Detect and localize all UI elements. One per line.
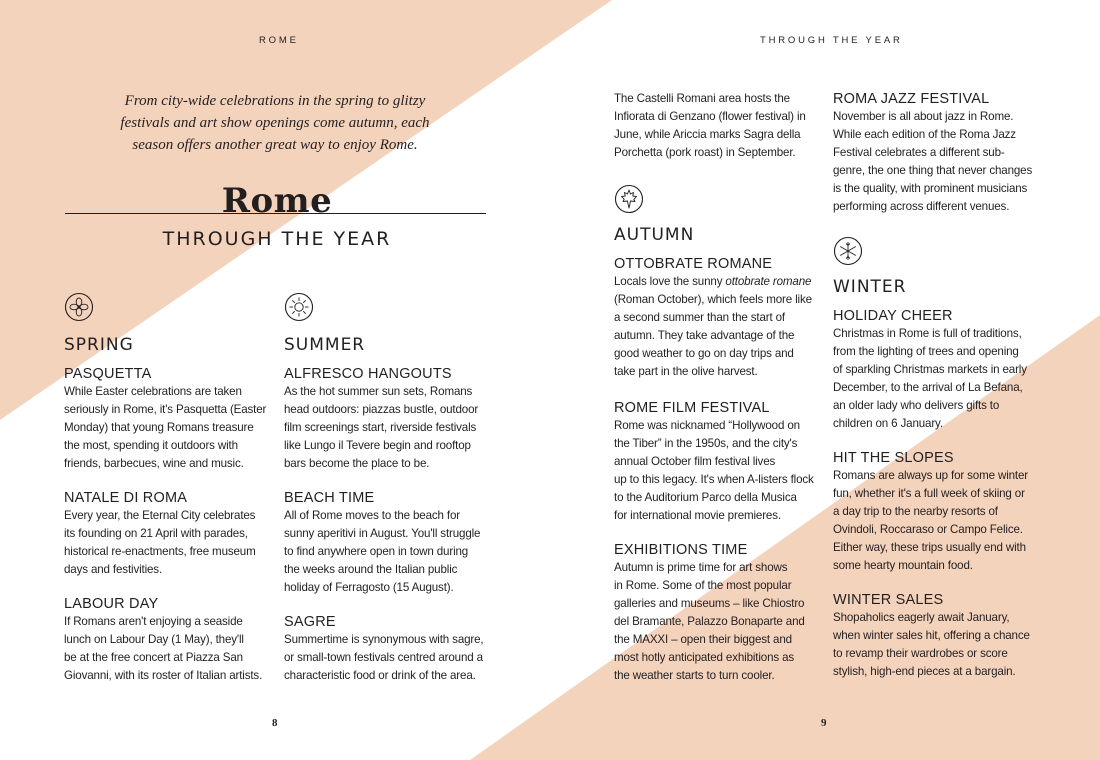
section-heading: OTTOBRATE ROMANE <box>614 256 773 272</box>
body-line: up to this legacy. It's when A-listers flock <box>614 473 814 486</box>
body-line: for international movie premieres. <box>614 509 781 522</box>
body-line: Christmas in Rome is full of traditions, <box>833 327 1022 340</box>
season-label-summer: SUMMER <box>284 335 366 355</box>
body-line: June, while Ariccia marks Sagra della <box>614 128 801 141</box>
body-line: sunny aperitivi in August. You'll struggle <box>284 527 481 540</box>
running-head-left: ROME <box>259 35 299 46</box>
section-heading: PASQUETTA <box>64 366 152 382</box>
running-head-right: THROUGH THE YEAR <box>760 35 903 46</box>
body-line: Either way, these trips usually end with <box>833 541 1026 554</box>
season-label-winter: WINTER <box>833 277 907 297</box>
body-line: annual October film festival lives <box>614 455 776 468</box>
section-body <box>614 559 840 685</box>
flower-icon <box>64 292 94 322</box>
spring-column <box>64 292 290 685</box>
section-body <box>833 467 1059 575</box>
section-body <box>284 383 510 473</box>
section-heading: EXHIBITIONS TIME <box>614 542 748 558</box>
body-line: Rome was nicknamed “Hollywood on <box>614 419 800 432</box>
body-line <box>614 273 840 291</box>
snowflake-icon <box>833 236 863 266</box>
body-line: del Bramante, Palazzo Bonaparte and <box>614 615 805 628</box>
body-line: genre, the one thing that never changes <box>833 164 1033 177</box>
body-line: If Romans aren't enjoying a seaside <box>64 615 243 628</box>
body-line: head outdoors: piazzas bustle, outdoor <box>284 403 479 416</box>
body-line: performing across different venues. <box>833 200 1010 213</box>
body-line: stylish, high-end pieces at a bargain. <box>833 665 1016 678</box>
body-line: take part in the olive harvest. <box>614 365 758 378</box>
continued-text <box>614 90 840 162</box>
body-line: While Easter celebrations are taken <box>64 385 242 398</box>
body-line: Shopaholics eagerly await January, <box>833 611 1010 624</box>
body-line: Monday) that young Romans treasure <box>64 421 254 434</box>
page-number-left: 8 <box>272 717 278 729</box>
section-body <box>64 383 290 473</box>
body-line: children on 6 January. <box>833 417 943 430</box>
section-heading: SAGRE <box>284 614 336 630</box>
body-line: December, to the arrival of La Befana, <box>833 381 1023 394</box>
section-body <box>64 613 290 685</box>
body-line: a day trip to the nearby resorts of <box>833 505 998 518</box>
body-line: of sparkling Christmas markets in early <box>833 363 1027 376</box>
body-line: While each edition of the Roma Jazz <box>833 128 1016 141</box>
section-body <box>833 609 1059 681</box>
body-line: in Rome. Some of the most popular <box>614 579 792 592</box>
page-number-right: 9 <box>821 717 827 729</box>
body-line: As the hot summer sun sets, Romans <box>284 385 473 398</box>
section-heading: BEACH TIME <box>284 490 375 506</box>
section-heading: NATALE DI ROMA <box>64 490 188 506</box>
section-heading: ROMA JAZZ FESTIVAL <box>833 91 990 107</box>
body-line: historical re-enactments, free museum <box>64 545 256 558</box>
section-body <box>833 108 1059 216</box>
section-heading: ALFRESCO HANGOUTS <box>284 366 452 382</box>
body-line: November is all about jazz in Rome. <box>833 110 1014 123</box>
body-line: days and festivities. <box>64 563 163 576</box>
body-line: the weather starts to turn cooler. <box>614 669 775 682</box>
section-heading: LABOUR DAY <box>64 596 159 612</box>
summer-column <box>284 292 510 685</box>
body-line: is the quality, with prominent musicians <box>833 182 1028 195</box>
intro-line: From city-wide celebrations in the spring to glitzy <box>124 93 426 109</box>
body-line: the most, spending it outdoors with <box>64 439 238 452</box>
body-line: to revamp their wardrobes or score <box>833 647 1008 660</box>
autumn-column <box>614 90 840 685</box>
body-line: Festival celebrates a different sub- <box>833 146 1005 159</box>
body-line: The Castelli Romani area hosts the <box>614 92 790 105</box>
body-line: Autumn is prime time for art shows <box>614 561 788 574</box>
intro-line: season offers another great way to enjoy Rome. <box>132 137 418 153</box>
body-line: most hotly anticipated exhibitions as <box>614 651 795 664</box>
body-line: bars become the place to be. <box>284 457 430 470</box>
sun-icon <box>284 292 314 322</box>
body-line: film screenings start, riverside festivals <box>284 421 477 434</box>
body-line: Porchetta (pork roast) in September. <box>614 146 796 159</box>
body-line: lunch on Labour Day (1 May), they'll <box>64 633 244 646</box>
body-line: friends, barbecues, wine and music. <box>64 457 244 470</box>
page-title: Rome <box>221 181 333 221</box>
season-label-spring: SPRING <box>64 335 134 355</box>
section-body <box>614 417 840 525</box>
body-italic: ottobrate romane <box>725 275 812 288</box>
body-line: the weeks around the Italian public <box>284 563 458 576</box>
section-heading: WINTER SALES <box>833 592 944 608</box>
page-subtitle: THROUGH THE YEAR <box>162 228 392 250</box>
body-line: fun, whether it's a full week of skiing or <box>833 487 1025 500</box>
season-label-autumn: AUTUMN <box>614 225 695 245</box>
body-line: Giovanni, with its roster of Italian artists. <box>64 669 263 682</box>
body-line: or small-town festivals centred around a <box>284 651 483 664</box>
body-line: when winter sales hit, offering a chance <box>833 629 1030 642</box>
body-line: galleries and museums – like Chiostro <box>614 597 805 610</box>
body-line: All of Rome moves to the beach for <box>284 509 460 522</box>
body-line: holiday of Ferragosto (15 August). <box>284 581 454 594</box>
body-line: autumn. They take advantage of the <box>614 329 795 342</box>
section-body <box>284 631 510 685</box>
body-line: from the lighting of trees and opening <box>833 345 1019 358</box>
intro-text <box>70 90 480 156</box>
maple-leaf-icon <box>614 184 644 214</box>
body-line: its founding on 21 April with parades, <box>64 527 248 540</box>
body-line: the MAXXI – open their biggest and <box>614 633 792 646</box>
body-line: an older lady who delivers gifts to <box>833 399 1000 412</box>
body-line: good weather to go on day trips and <box>614 347 794 360</box>
body-line: Infiorata di Genzano (flower festival) in <box>614 110 806 123</box>
body-line: (Roman October), which feels more like <box>614 293 812 306</box>
body-line: the Tiber” in the 1950s, and the city's <box>614 437 798 450</box>
section-body <box>833 325 1059 433</box>
section-heading: ROME FILM FESTIVAL <box>614 400 770 416</box>
section-heading: HOLIDAY CHEER <box>833 308 953 324</box>
body-line: to the Auditorium Parco della Musica <box>614 491 797 504</box>
section-body <box>284 507 510 597</box>
body-line: Romans are always up for some winter <box>833 469 1028 482</box>
section-heading: HIT THE SLOPES <box>833 450 954 466</box>
body-line: a second summer than the start of <box>614 311 785 324</box>
body-line: some hearty mountain food. <box>833 559 973 572</box>
body-line: like Lungo il Tevere begin and rooftop <box>284 439 471 452</box>
body-line: Every year, the Eternal City celebrates <box>64 509 256 522</box>
body-text: Locals love the sunny <box>614 275 726 288</box>
body-line: to find anywhere open in town during <box>284 545 469 558</box>
intro-line: festivals and art show openings come autumn, each <box>120 115 430 131</box>
body-line: Summertime is synonymous with sagre, <box>284 633 484 646</box>
winter-column <box>833 90 1059 681</box>
body-line: characteristic food or drink of the area. <box>284 669 476 682</box>
section-body <box>64 507 290 579</box>
section-body <box>614 273 840 381</box>
body-line: Ovindoli, Roccaraso or Campo Felice. <box>833 523 1023 536</box>
body-line: seriously in Rome, it's Pasquetta (Easter <box>64 403 267 416</box>
body-line: be at the free concert at Piazza San <box>64 651 243 664</box>
